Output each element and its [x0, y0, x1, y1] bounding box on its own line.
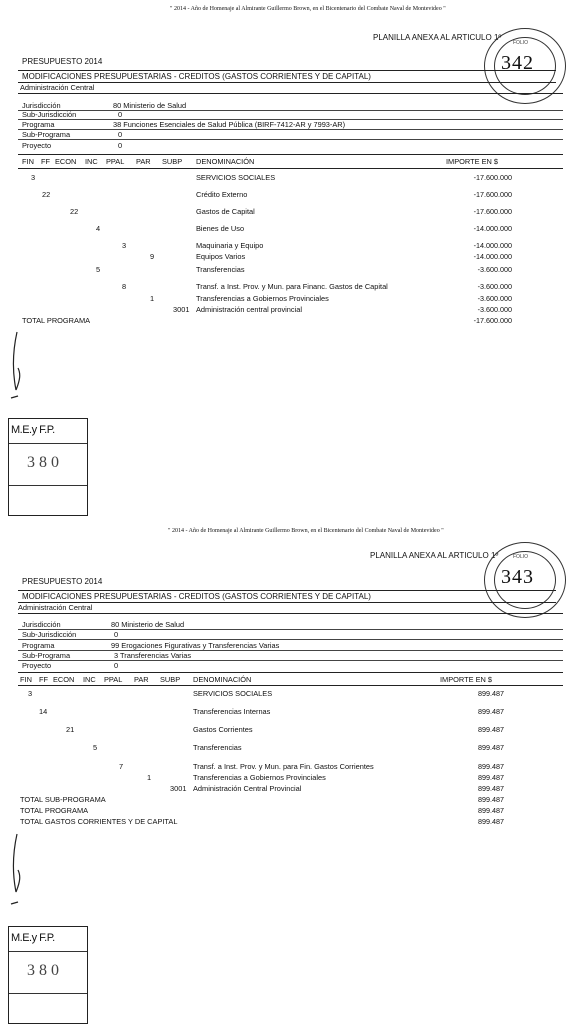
header-note: " 2014 - Año de Homenaje al Almirante Guillermo Brown, en el Bicentenario del Combate Naval de Montevideo ": [168, 528, 444, 534]
signature-mark: [8, 832, 28, 912]
ministry-stamp: M.E.y F.P. 380: [8, 926, 88, 1024]
folio-stamp: FOLIO 342: [484, 28, 566, 104]
presupuesto-title: PRESUPUESTO 2014: [22, 577, 103, 586]
planilla-title: PLANILLA ANEXA AL ARTICULO 1º: [373, 33, 502, 42]
folio-number: 343: [501, 566, 534, 588]
ministry-stamp: M.E.y F.P. 380: [8, 418, 88, 516]
document-page-1: " 2014 - Año de Homenaje al Almirante Guillermo Brown, en el Bicentenario del Combate Naval de Montevideo " PLANILLA ANEXA AL ARTICULO 1º FOLIO 342 PRESUPUESTO 2014 MODIFICACIONES PRESUPUESTARIAS - CREDITOS (GASTOS CORRIENTES Y DE CAPITAL) Administración Central Jurisdicción 80 Ministerio de Salud Sub-Jurisdicción 0 Programa 38 Funciones Esenciales de Salud Pública (BIRF-7412-AR y 7993-AR) Sub-Programa 0 Proyecto 0 FIN FF ECON INC PPAL PAR SUBP DENOMINACIÓN IMPORTE EN $ 3 SERVICIOS SOCIALES -17.600.000 22 Crédito Externo -17.600.000 22 Gastos de Capital -17.600.000 4 Bienes de Uso -14.000.000 3 Maquinaria y Equipo -14.000.000 9 Equipos Varios -14.000.000 5 Transferencias -3.600.000 8 Transf. a Inst. Prov. y Mun. para Financ. Gastos de Capital -3.600.000 1 Transferencias a Gobiernos Provinciales -3.600.000 3001 Administración central provincial -3.600.000 TOTAL PROGRAMA -17.600.000 M.E.y F.P. 380: [0, 0, 570, 520]
folio-number: 342: [501, 52, 534, 74]
planilla-title: PLANILLA ANEXA AL ARTICULO 1º: [370, 551, 499, 560]
signature-mark: [8, 330, 28, 410]
admin-label: Administración Central: [20, 83, 95, 92]
document-page-2: " 2014 - Año de Homenaje al Almirante Guillermo Brown, en el Bicentenario del Combate Naval de Montevideo " PLANILLA ANEXA AL ARTICULO 1º FOLIO 343 PRESUPUESTO 2014 MODIFICACIONES PRESUPUESTARIAS - CREDITOS (GASTOS CORRIENTES Y DE CAPITAL) Administración Central Jurisdicción 80 Ministerio de Salud Sub-Jurisdicción 0 Programa 99 Erogaciones Figurativas y Transferencias Varias Sub-Programa 3 Transferencias Varias Proyecto 0 FIN FF ECON INC PPAL PAR SUBP DENOMINACIÓN IMPORTE EN $ 3 SERVICIOS SOCIALES 899.487 14 Transferencias Internas 899.487 21 Gastos Corrientes 899.487 5 Transferencias 899.487 7 Transf. a Inst. Prov. y Mun. para Fin. Gastos Corrientes 899.487 1 Transferencias a Gobiernos Provinciales 899.487 3001 Administración Central Provincial 899.487 TOTAL SUB-PROGRAMA 899.487 TOTAL PROGRAMA 899.487 TOTAL GASTOS CORRIENTES Y DE CAPITAL 899.487 M.E.y F.P. 380: [0, 522, 570, 1036]
presupuesto-title: PRESUPUESTO 2014: [22, 57, 103, 66]
admin-label: Administración Central: [18, 603, 93, 612]
modificaciones-title: MODIFICACIONES PRESUPUESTARIAS - CREDITOS (GASTOS CORRIENTES Y DE CAPITAL): [22, 72, 371, 81]
modificaciones-title: MODIFICACIONES PRESUPUESTARIAS - CREDITOS (GASTOS CORRIENTES Y DE CAPITAL): [22, 592, 371, 601]
folio-stamp: FOLIO 343: [484, 542, 566, 618]
header-note: " 2014 - Año de Homenaje al Almirante Guillermo Brown, en el Bicentenario del Combate Naval de Montevideo ": [170, 6, 446, 12]
